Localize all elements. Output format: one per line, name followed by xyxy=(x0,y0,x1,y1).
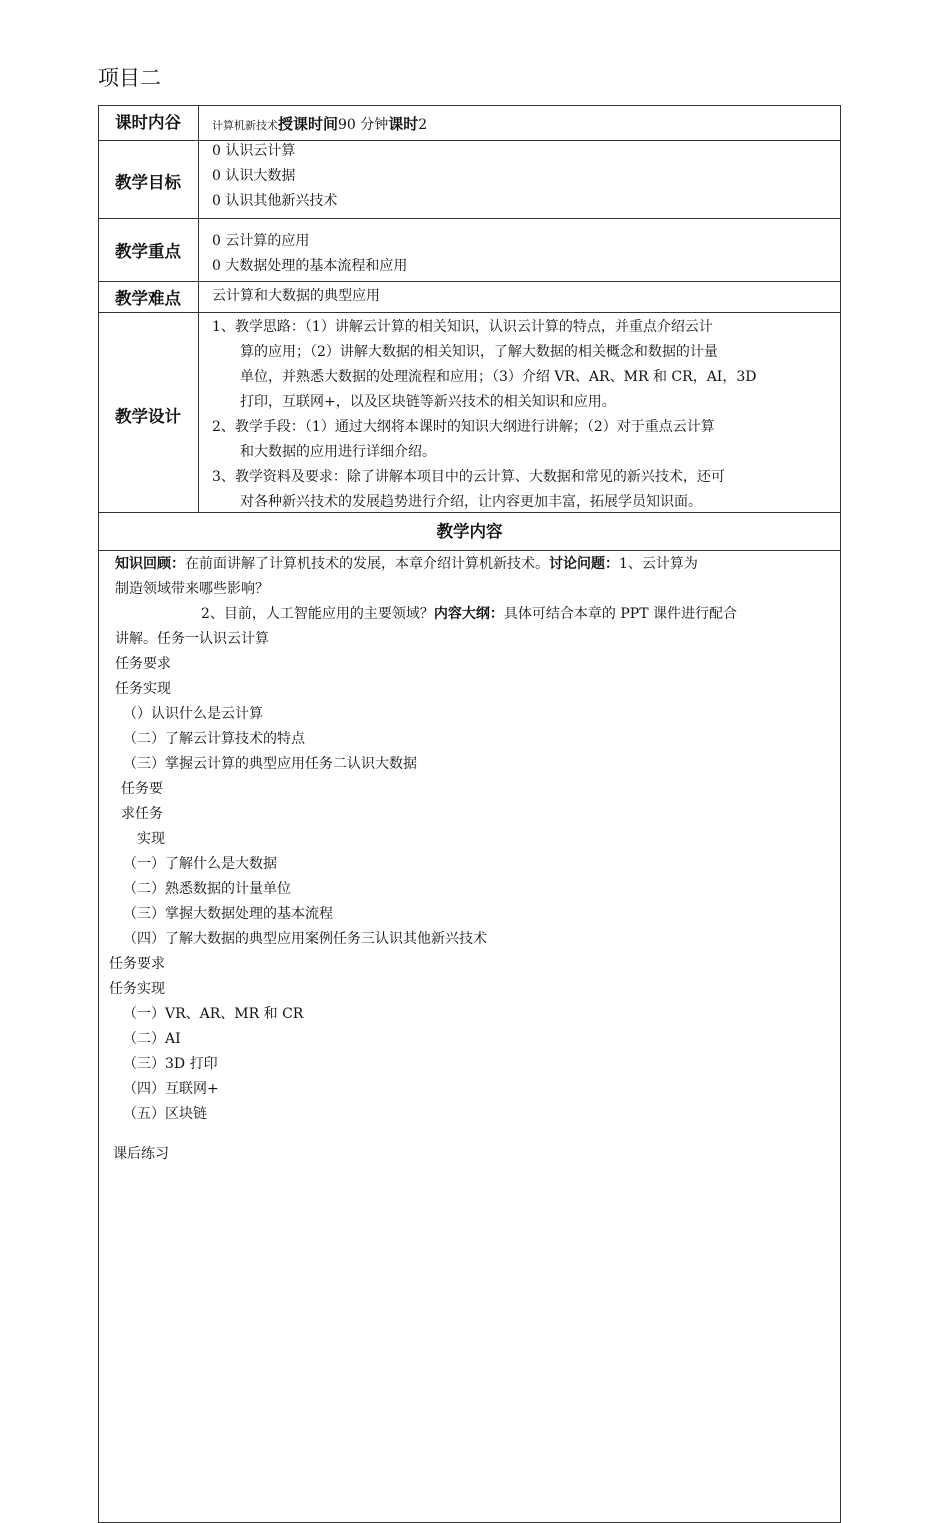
row-label-difficulties: 教学难点 xyxy=(115,289,181,308)
content-line: （二）熟悉数据的计量单位 xyxy=(123,881,291,897)
outline-label: 内容大纲： xyxy=(433,606,504,622)
content-line: 任务要求 xyxy=(109,956,165,972)
row-label-key-points: 教学重点 xyxy=(115,242,181,261)
objectives-list xyxy=(212,139,337,214)
course-name: 计算机新技术 xyxy=(212,119,278,132)
class-hours-value: 2 xyxy=(418,117,428,133)
key-points-list xyxy=(212,229,407,279)
content-line: （三）3D 打印 xyxy=(123,1056,218,1072)
teaching-content-section xyxy=(98,512,841,1523)
content-line: （四）了解大数据的典型应用案例任务三认识其他新兴技术 xyxy=(123,931,487,947)
content-line: （二）AI xyxy=(123,1031,181,1047)
content-line: 实现 xyxy=(137,831,165,847)
list-item: 0 云计算的应用 xyxy=(212,233,310,249)
review-line xyxy=(115,552,698,577)
row-label-objectives: 教学目标 xyxy=(115,173,181,192)
design-line: 算的应用；（2）讲解大数据的相关知识，了解大数据的相关概念和数据的计量 xyxy=(240,344,718,360)
content-line: 求任务 xyxy=(121,806,163,822)
content-line: 讲解。任务一认识云计算 xyxy=(115,631,269,647)
outline-text: 具体可结合本章的 PPT 课件进行配合 xyxy=(503,606,737,622)
list-item: 0 认识其他新兴技术 xyxy=(212,193,338,209)
design-line: 对各种新兴技术的发展趋势进行介绍，让内容更加丰富，拓展学员知识面。 xyxy=(240,494,702,510)
content-line: （）认识什么是云计算 xyxy=(123,706,263,722)
content-line: 任务实现 xyxy=(109,981,165,997)
row-label-design: 教学设计 xyxy=(115,407,181,426)
content-line xyxy=(201,602,737,627)
difficulties-text: 云计算和大数据的典型应用 xyxy=(212,288,380,304)
row-label-lesson-content: 课时内谷 xyxy=(115,113,181,132)
content-line: （五）区块链 xyxy=(123,1106,207,1122)
lesson-table xyxy=(98,105,841,522)
design-line: 和大数据的应用进行详细介绍。 xyxy=(240,444,436,460)
class-hours-label: 课时 xyxy=(388,115,419,133)
review-text: 在前面讲解了计算机技术的发展，本章介绍计算机新技术。 xyxy=(185,556,549,572)
list-item: 0 认识云计算 xyxy=(212,143,296,159)
content-line: （三）掌握云计算的典型应用任务二认识大数据 xyxy=(123,756,417,772)
list-item: 0 大数据处理的基本流程和应用 xyxy=(212,258,408,274)
discuss-label: 讨论问题： xyxy=(549,556,619,572)
row-divider xyxy=(98,281,841,282)
homework-line: 课后练习 xyxy=(113,1146,169,1162)
discuss-text: 1、云计算为 xyxy=(619,556,698,572)
design-line: 打印，互联网+，以及区块链等新兴技术的相关知识和应用。 xyxy=(240,394,616,410)
content-line: 制造领域带来哪些影响？ xyxy=(115,581,269,597)
design-line: 3、教学资料及要求：除了讲解本项目中的云计算、大数据和常见的新兴技术，还可 xyxy=(212,469,725,485)
content-line: 任务要求 xyxy=(115,656,171,672)
design-text xyxy=(212,315,832,515)
design-line: 2、教学手段：（1）通过大纲将本课时的知识大纲进行讲解；（2）对于重点云计算 xyxy=(212,419,715,435)
question-text: 2、目前，人工智能应用的主要领域？ xyxy=(201,606,434,622)
table-border-top xyxy=(98,105,841,106)
teaching-time-value: 90 分钟 xyxy=(338,117,389,133)
content-line: （一）VR、AR、MR 和 CR xyxy=(123,1006,304,1022)
design-line: 单位，并熟悉大数据的处理流程和应用；（3）介绍 VR、AR、MR 和 CR，AI，3D xyxy=(240,369,757,385)
content-line: （一）了解什么是大数据 xyxy=(123,856,277,872)
design-line: 1、教学思路：（1）讲解云计算的相关知识，认识云计算的特点，并重点介绍云计 xyxy=(212,319,713,335)
content-line: 任务实现 xyxy=(115,681,171,697)
content-line: （四）互联网+ xyxy=(123,1081,219,1097)
teaching-time-label: 授课时间 xyxy=(278,115,339,133)
column-divider xyxy=(198,105,199,512)
row-divider xyxy=(98,312,841,313)
lesson-content-cell xyxy=(212,112,427,138)
content-line: （二）了解云计算技术的特点 xyxy=(123,731,305,747)
review-label: 知识回顾： xyxy=(115,556,185,572)
teaching-content-header: 教学内容 xyxy=(99,513,840,551)
table-border-right xyxy=(840,105,841,512)
content-line: 任务要 xyxy=(121,781,163,797)
content-line: （三）掌握大数据处理的基本流程 xyxy=(123,906,333,922)
row-divider xyxy=(98,218,841,219)
list-item: 0 认识大数据 xyxy=(212,168,296,184)
row-divider xyxy=(98,140,841,141)
page-title: 项目二 xyxy=(98,66,161,90)
